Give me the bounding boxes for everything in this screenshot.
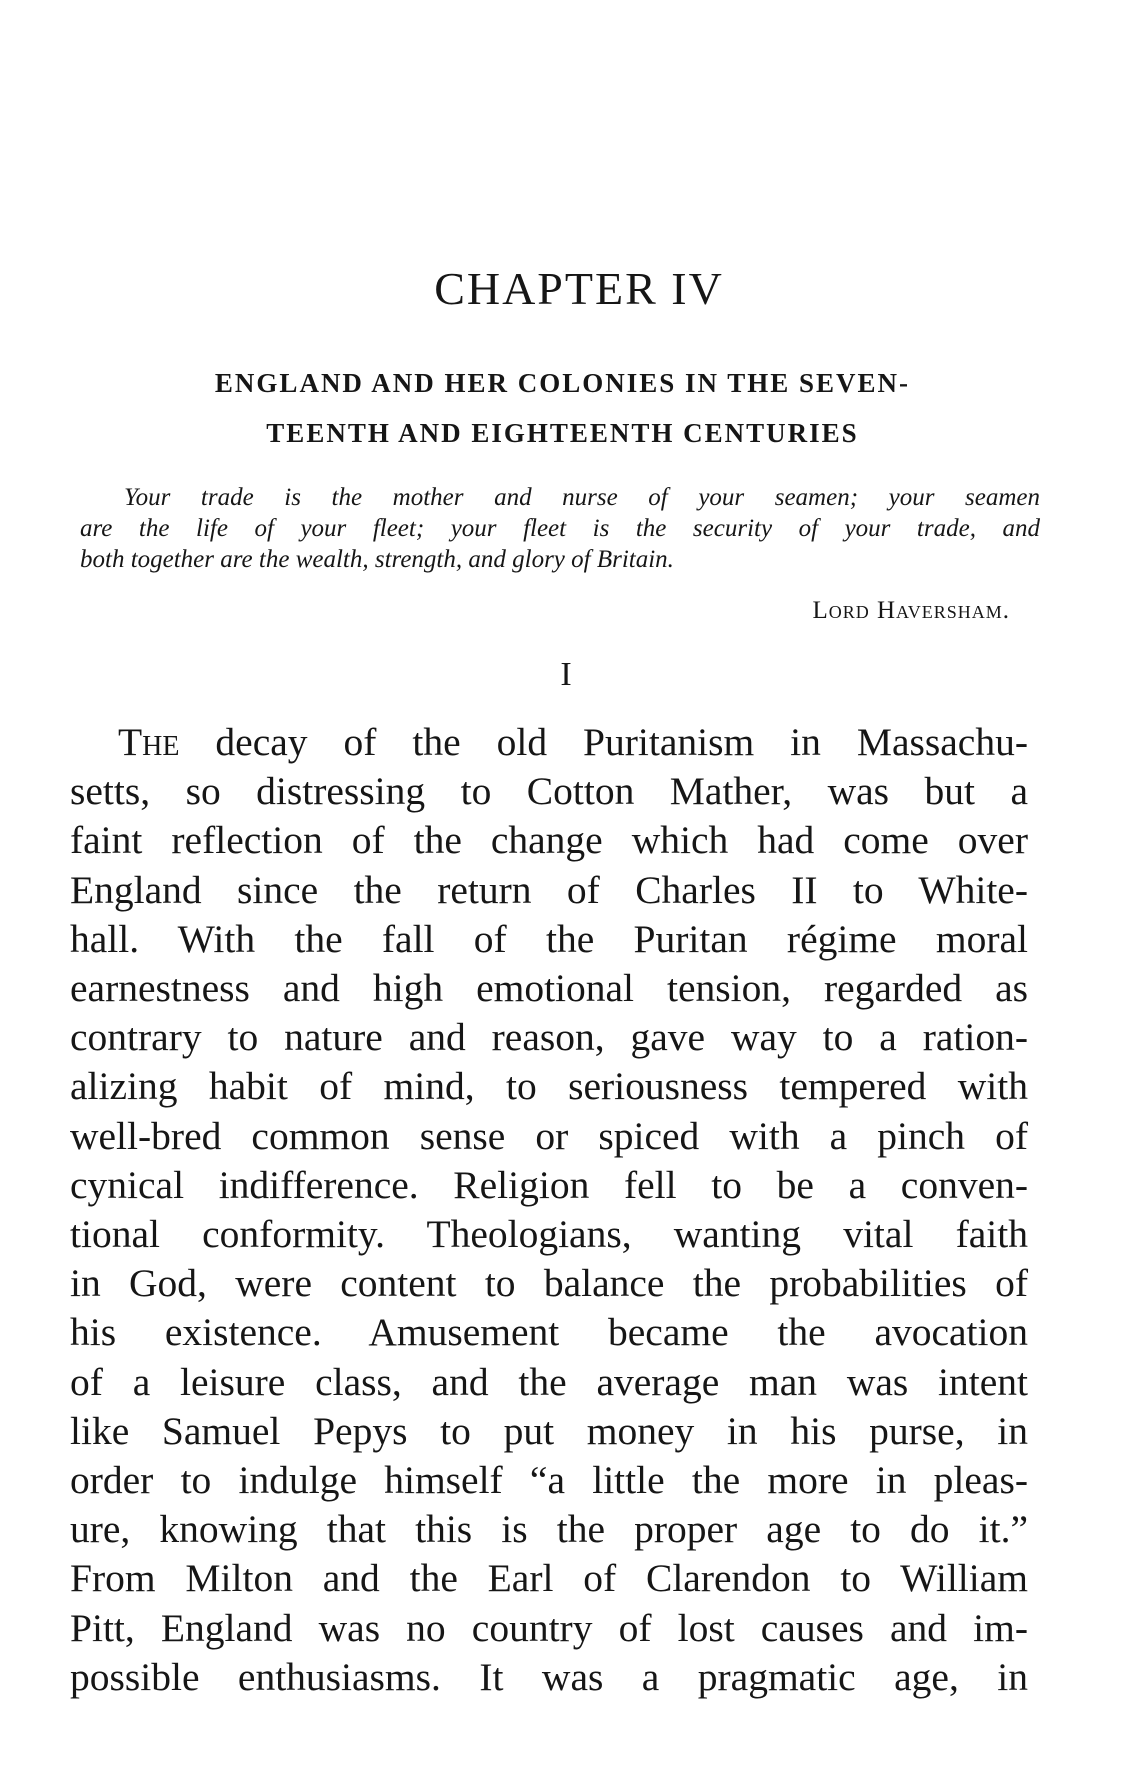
body-line bbox=[70, 718, 1028, 767]
body-line: order to indulge himself “a little the more in pleas- bbox=[70, 1458, 1028, 1503]
body-line: England since the return of Charles II to White- bbox=[70, 867, 1028, 912]
chapter-heading: CHAPTER IV bbox=[434, 263, 724, 314]
body-line-text: decay of the old Puritanism in Massachu- bbox=[179, 720, 1028, 764]
body-line: Pitt, England was no country of lost causes and im- bbox=[70, 1605, 1028, 1650]
epigraph-line: Your trade is the mother and nurse of your seamen; your seamen bbox=[124, 484, 1040, 511]
epigraph-attribution: Lord Haversham. bbox=[812, 597, 1010, 624]
body-line: earnestness and high emotional tension, regarded as bbox=[70, 966, 1028, 1011]
body-line: well-bred common sense or spiced with a pinch of bbox=[70, 1113, 1028, 1158]
epigraph bbox=[80, 482, 1040, 575]
body-line: like Samuel Pepys to put money in his purse, in bbox=[70, 1408, 1028, 1453]
chapter-title bbox=[90, 358, 1035, 458]
drop-word: The bbox=[118, 720, 180, 764]
chapter-title-line: TEENTH AND EIGHTEENTH CENTURIES bbox=[266, 418, 859, 448]
body-line: possible enthusiasms. It was a pragmatic age, in bbox=[70, 1654, 1028, 1699]
body-line: in God, were content to balance the probabilities of bbox=[70, 1261, 1028, 1306]
body-line: contrary to nature and reason, gave way to a ration- bbox=[70, 1015, 1028, 1060]
body-line: From Milton and the Earl of Clarendon to William bbox=[70, 1556, 1028, 1601]
body-line: tional conformity. Theologians, wanting vital faith bbox=[70, 1212, 1028, 1257]
section-number: I bbox=[560, 656, 572, 693]
body-line: alizing habit of mind, to seriousness tempered with bbox=[70, 1064, 1028, 1109]
body-line: setts, so distressing to Cotton Mather, was but a bbox=[70, 769, 1028, 814]
epigraph-line: are the life of your fleet; your fleet is the security of your trade, and bbox=[80, 515, 1040, 542]
body-line: his existence. Amusement became the avocation bbox=[70, 1310, 1028, 1355]
body-line: cynical indifference. Religion fell to be a conven- bbox=[70, 1162, 1028, 1207]
chapter-title-line: ENGLAND AND HER COLONIES IN THE SEVEN- bbox=[214, 368, 911, 398]
body-line: hall. With the fall of the Puritan régime moral bbox=[70, 916, 1028, 961]
body-paragraph bbox=[70, 718, 1028, 1702]
body-line: faint reflection of the change which had come over bbox=[70, 818, 1028, 863]
body-line: ure, knowing that this is the proper age to do it.” bbox=[70, 1507, 1028, 1552]
epigraph-line: both together are the wealth, strength, and glory of Britain. bbox=[80, 546, 674, 573]
body-line: of a leisure class, and the average man was intent bbox=[70, 1359, 1028, 1404]
